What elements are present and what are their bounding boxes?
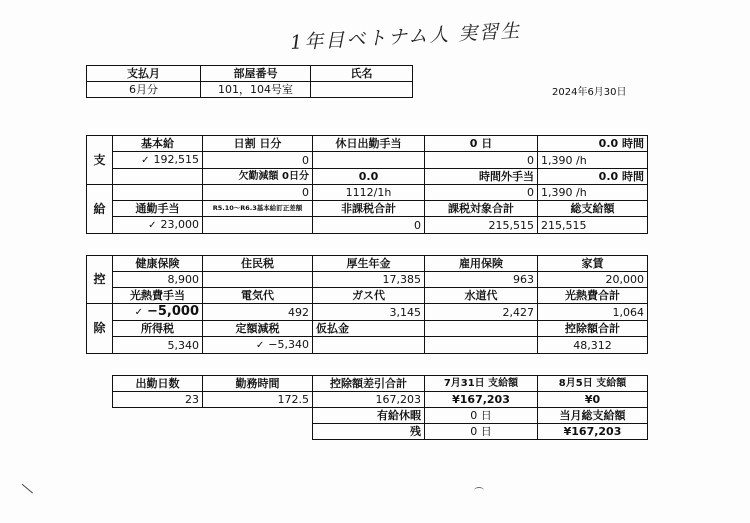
header-table [86,65,413,98]
summary-month-total-label: 当月総支給額 [538,408,648,424]
deduct-resident-value [203,272,313,288]
pay-absence-amount: 0 [203,185,313,201]
deduct-pension-label: 厚生年金 [313,256,425,272]
summary-remaining-label: 残 [313,424,425,440]
deduct-gas-label: ガス代 [313,288,425,304]
summary-spacer-4 [203,424,313,440]
deduct-utility-total-value: 1,064 [538,304,648,321]
pay-side-label-2: 給 [87,185,113,234]
pay-holiday-amount: 0 [425,152,538,169]
deduct-income-tax-value: 5,340 [113,337,203,354]
summary-july-label: 7月31日 支給額 [425,376,538,392]
deduct-water-label: 水道代 [425,288,538,304]
pay-holiday-label: 休日出勤手当 [313,136,425,152]
check-icon: ✓ [148,220,157,231]
check-icon: ✓ [255,340,265,351]
pay-absence-value: 0.0 [313,169,425,185]
deduct-water-value: 2,427 [425,304,538,321]
deduct-employment-label: 雇用保険 [425,256,538,272]
summary-spacer-3 [113,424,203,440]
summary-days-value: 23 [113,392,203,408]
summary-remaining-value: 0 日 [425,424,538,440]
summary-july-value: ¥167,203 [425,392,538,408]
deduct-total-label: 控除額合計 [538,321,648,337]
pay-correction-label: R5.10～R6.3基本給訂正差額 [203,201,313,217]
pay-overtime-label: 時間外手当 [425,169,538,185]
pay-holiday-days: 0 日 [425,136,538,152]
header-name-value [311,82,413,98]
deduct-blank-2 [425,337,538,354]
pay-gross-value: 215,515 [538,217,648,234]
pay-table [86,135,648,234]
summary-hours-label: 勤務時間 [203,376,313,392]
deduct-side-label-2: 除 [87,304,113,354]
check-icon: ✓ [134,307,143,318]
pay-taxable-value: 215,515 [425,217,538,234]
summary-table [112,375,648,440]
pay-overtime-rate: 1,390 /h [538,185,648,201]
pay-daily-label: 日割 日分 [203,136,313,152]
summary-paid-leave-value: 0 日 [425,408,538,424]
deduction-table [86,255,648,354]
pay-basic-value: ✓ 192,515 [113,152,203,169]
pen-mark-bottom-left [21,484,33,495]
deduct-blank-1 [425,321,538,337]
pay-blank-2 [113,185,203,201]
deduct-employment-value: 963 [425,272,538,288]
summary-august-label: 8月5日 支給額 [538,376,648,392]
pay-commute-label: 通勤手当 [113,201,203,217]
pay-daily-value: 0 [203,152,313,169]
handwritten-title: 1年目ベトナム人 実習生 [289,19,522,55]
deduct-advance-label: 仮払金 [313,321,425,337]
deduct-side-label-1: 控 [87,256,113,304]
summary-month-total-value: ¥167,203 [538,424,648,440]
header-room-value: 101，104号室 [201,82,311,98]
pen-mark-bottom-center [474,487,484,494]
deduct-utility-allowance-label: 光熱費手当 [113,288,203,304]
check-icon: ✓ [141,155,150,166]
pay-nontax-value: 0 [313,217,425,234]
pay-blank-1 [113,169,203,185]
summary-days-label: 出勤日数 [113,376,203,392]
deduct-electric-label: 電気代 [203,288,313,304]
summary-paid-leave-label: 有給休暇 [313,408,425,424]
pay-taxable-label: 課税対象合計 [425,201,538,217]
pay-side-label-1: 支 [87,136,113,185]
summary-hours-value: 172.5 [203,392,313,408]
pay-holiday-value [313,152,425,169]
deduct-health-value: 8,900 [113,272,203,288]
summary-spacer-1 [113,408,203,424]
header-month-value: 6月分 [87,82,201,98]
pay-absence-rate: 1112/1h [313,185,425,201]
pay-holiday-rate: 1,390 /h [538,152,648,169]
deduct-electric-value: 492 [203,304,313,321]
deduct-tax-reduction-label: 定額減税 [203,321,313,337]
deduct-rent-value: 20,000 [538,272,648,288]
deduct-utility-total-label: 光熱費合計 [538,288,648,304]
issue-date: 2024年6月30日 [552,87,627,98]
deduct-income-tax-label: 所得税 [113,321,203,337]
pay-holiday-hours: 0.0 時間 [538,136,648,152]
deduct-advance-value [313,337,425,354]
summary-spacer-2 [203,408,313,424]
pay-nontax-label: 非課税合計 [313,201,425,217]
pay-overtime-amount: 0 [425,185,538,201]
deduct-pension-value: 17,385 [313,272,425,288]
header-month-label: 支払月 [87,66,201,82]
pay-commute-value: ✓ 23,000 [113,217,203,234]
summary-august-value: ¥0 [538,392,648,408]
pay-overtime-hours: 0.0 時間 [538,169,648,185]
header-room-label: 部屋番号 [201,66,311,82]
summary-net-value: 167,203 [313,392,425,408]
deduct-tax-reduction-value: ✓ −5,340 [203,337,313,354]
pay-correction-value [203,217,313,234]
deduct-resident-label: 住民税 [203,256,313,272]
pay-basic-label: 基本給 [113,136,203,152]
deduct-health-label: 健康保険 [113,256,203,272]
deduct-utility-allowance-value: ✓ −5,000 [113,304,203,321]
deduct-rent-label: 家賃 [538,256,648,272]
deduct-gas-value: 3,145 [313,304,425,321]
pay-absence-label: 欠勤減額 0日分 [203,169,313,185]
pay-gross-label: 総支給額 [538,201,648,217]
summary-net-label: 控除額差引合計 [313,376,425,392]
deduct-total-value: 48,312 [538,337,648,354]
header-name-label: 氏名 [311,66,413,82]
